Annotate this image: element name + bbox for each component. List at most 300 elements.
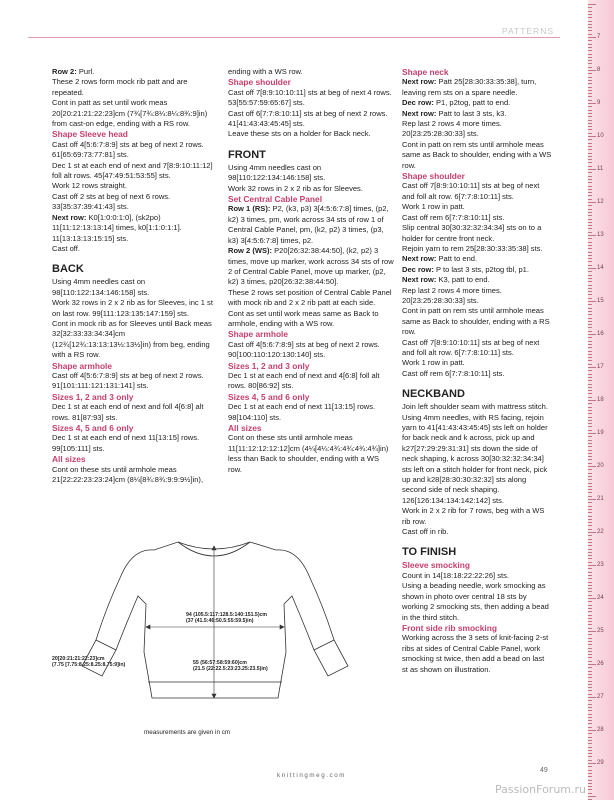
ruler-tick	[588, 166, 592, 167]
subsection-heading: Front side rib smocking	[402, 622, 497, 633]
instruction-paragraph: Cont in patt as set until work meas 20[20:21:21:22:23]cm (7¾[7¾:8¼:8¼:8¾:9]in) from cast-on edge, ending with a RS row.	[52, 98, 208, 129]
instruction-paragraph: Cast off in rib.	[402, 527, 449, 537]
ruler-tick	[588, 770, 592, 771]
row-label: Next row:	[52, 212, 87, 222]
ruler-tick	[588, 601, 592, 602]
ruler-tick	[588, 486, 592, 487]
ruler-tick	[588, 106, 592, 107]
ruler-tick	[588, 687, 592, 688]
row-text: Purl.	[76, 67, 95, 76]
ruler-tick	[588, 195, 592, 196]
ruler-tick	[588, 248, 592, 249]
ruler-tick	[588, 252, 592, 253]
ruler-tick	[588, 103, 596, 104]
ruler-tick	[588, 123, 592, 124]
section-label: PATTERNS	[501, 26, 554, 36]
ruler-tick	[588, 60, 592, 61]
page-number: 49	[540, 767, 548, 774]
ruler-tick	[588, 433, 596, 434]
ruler-tick	[588, 750, 592, 751]
ruler-tick	[588, 539, 592, 540]
length-measurement-label: 55 (56:57:58:59:60)cm (21.5 (22:22.5:23:23.25:23.5)in)	[193, 660, 268, 673]
ruler-tick	[588, 24, 592, 25]
instruction-paragraph: Using 4mm needles cast on 98[110:122:134:146:158] sts.	[228, 162, 326, 183]
instruction-paragraph: These 2 rows set position of Central Cable Panel with mock rib and 2 x 2 rib patt at each side.	[228, 287, 392, 308]
ruler-tick	[588, 542, 592, 543]
ruler-tick	[588, 384, 592, 385]
ruler-tick	[588, 159, 592, 160]
ruler-tick	[588, 595, 592, 596]
ruler-tick	[588, 684, 592, 685]
section-heading: FRONT	[228, 148, 266, 161]
ruler-tick	[588, 562, 592, 563]
ruler-tick	[588, 714, 592, 715]
ruler-tick	[588, 582, 592, 583]
ruler-tick	[588, 522, 592, 523]
subsection-heading: Sizes 1, 2 and 3 only	[52, 391, 134, 402]
row-label: Row 2 (WS):	[228, 246, 273, 256]
ruler-tick	[588, 209, 592, 210]
ruler-tick	[588, 644, 592, 645]
ruler-tick	[588, 156, 592, 157]
chest-measurement-label: 94 (105.5:117:128.5:140:151.5)cm (37 (41.5:46:50.5:55:59.5)in)	[186, 612, 268, 625]
ruler-tick	[588, 651, 592, 652]
ruler-tick	[588, 690, 592, 691]
ruler-tick	[588, 17, 592, 18]
ruler-tick	[588, 298, 592, 299]
ruler-tick	[588, 700, 592, 701]
ruler-tick	[588, 268, 596, 269]
instruction-paragraph: Using 4mm needles, with RS facing, rejoin yarn to 41[41:43:43:45:45] sts left on holder for back neck and k across, pick up and k27[27:29:29:31:31] sts down the side of neck shaping, k across 30[30:32:32:34:34] sts left on a stitch holder for front neck, pick up and k28[28:30:30:32:32] sts along second side of neck shaping. 126[126:134:134:142:142] sts.	[402, 412, 548, 505]
ruler-tick	[588, 611, 592, 612]
row-text: P1, p2tog, patt to end.	[433, 98, 511, 108]
ruler-tick	[588, 466, 596, 467]
ruler-tick	[588, 549, 592, 550]
ruler-tick	[588, 387, 592, 388]
row-text: Patt 25[28:30:33:35:38], turn, leaving rem sts on a spare needle.	[402, 77, 537, 97]
ruler-tick	[588, 591, 592, 592]
instruction-paragraph	[402, 77, 552, 98]
ruler-tick	[588, 37, 596, 38]
ruler-tick	[588, 271, 592, 272]
ruler-tick	[588, 410, 592, 411]
ruler-tick	[588, 90, 592, 91]
ruler-tick	[588, 186, 592, 187]
row-text: P to last 3 sts, p2tog tbl, p1.	[433, 264, 529, 274]
ruler-tick	[588, 136, 596, 137]
ruler-tick	[588, 143, 592, 144]
ruler-tick	[588, 578, 592, 579]
ruler-tick	[588, 694, 592, 695]
ruler-tick	[588, 228, 592, 229]
instruction-paragraph: Rejoin yarn to rem 25[28:30:33:35:38] sts.	[402, 243, 543, 253]
ruler-tick	[588, 291, 592, 292]
ruler-tick	[588, 294, 592, 295]
ruler-tick	[588, 57, 592, 58]
schematic-diagram	[52, 520, 366, 745]
ruler-tick	[588, 766, 592, 767]
ruler-tick	[588, 443, 592, 444]
left-cuff-line	[96, 640, 116, 650]
ruler-tick	[588, 776, 592, 777]
ruler-tick	[588, 565, 596, 566]
ruler-tick	[588, 681, 592, 682]
ruler-tick	[588, 641, 592, 642]
instruction-paragraph: Cast off 4[5:6:7:8:9] sts at beg of next 2 rows. 91[101:111:121:131:141] sts.	[52, 370, 204, 391]
instruction-paragraph: Work 1 row in patt.	[402, 358, 465, 368]
row-text: P20[26:32:38:44:50], (k2, p2) 3 times, move up marker, work across 34 sts of row 2 of Central Cable Panel, move up marker, (p2, k2) 3 times, p20[26:32:38:44:50].	[228, 246, 394, 287]
ruler-tick	[588, 525, 592, 526]
instruction-paragraph: Cont as set until work meas same as Back to armhole, ending with a WS row.	[228, 308, 379, 328]
row-label: Next row:	[402, 77, 437, 87]
ruler-tick	[588, 232, 592, 233]
ruler-tick	[588, 318, 592, 319]
ruler-tick	[588, 133, 592, 134]
ruler-tick	[588, 370, 592, 371]
ruler-tick	[588, 407, 592, 408]
ruler-tick	[588, 110, 592, 111]
ruler-number: 7	[597, 34, 601, 40]
ruler-tick	[588, 50, 592, 51]
ruler-tick	[588, 753, 592, 754]
ruler-number: 24	[597, 595, 604, 601]
ruler-tick	[588, 222, 592, 223]
instruction-paragraph: Working across the 3 sets of knit-facing 2-st ribs at sides of Central Cable Panel, work smocking st twice, then add a bead on last st as shown on illustration.	[402, 633, 549, 674]
ruler-tick	[588, 120, 592, 121]
row-text: Patt to last 3 sts, k3.	[436, 108, 507, 118]
instruction-paragraph: Cast off 2 sts at beg of next 6 rows. 33[35:37:39:41:43] sts.	[52, 191, 171, 212]
row-label: Dec row:	[402, 264, 434, 274]
footer-site: knittingmeg.com	[277, 772, 347, 779]
ruler-tick	[588, 113, 592, 114]
ruler-tick	[588, 727, 592, 728]
ruler-tick	[588, 628, 592, 629]
subsection-heading: Shape shoulder	[402, 171, 465, 182]
ruler-tick	[588, 235, 596, 236]
instruction-paragraph	[402, 254, 552, 264]
section-heading: NECKBAND	[402, 388, 465, 401]
ruler-tick	[588, 219, 592, 220]
ruler-tick	[588, 100, 592, 101]
ruler-tick	[588, 301, 596, 302]
instruction-paragraph	[228, 246, 394, 288]
instruction-paragraph: Dec 1 st at each end of next and 7[8:9:10:11:12] foll alt rows. 45[47:49:51:53:55] sts.	[52, 160, 213, 181]
row-label: Next row:	[402, 254, 437, 264]
row-label: Row 1 (RS):	[228, 204, 271, 214]
instruction-paragraph	[52, 67, 219, 77]
ruler-tick	[588, 737, 592, 738]
instruction-paragraph: Cont in patt on rem sts until armhole meas same as Back to shoulder, ending with a WS row.	[402, 139, 552, 170]
subsection-heading: Set Central Cable Panel	[228, 194, 323, 205]
instruction-paragraph: Dec 1 st at each end of next 11[13:15] rows. 99[105:111] sts.	[52, 433, 200, 453]
ruler-tick	[588, 740, 592, 741]
ruler-tick	[588, 648, 592, 649]
ruler-tick	[588, 87, 592, 88]
ruler-tick	[588, 552, 592, 553]
ruler-number: 18	[597, 397, 604, 403]
instruction-paragraph: Work in 2 x 2 rib for 7 rows, beg with a WS rib row.	[402, 506, 545, 526]
ruler-tick	[588, 275, 592, 276]
ruler-tick	[588, 707, 592, 708]
ruler-tick	[588, 341, 592, 342]
ruler-tick	[588, 519, 592, 520]
ruler-tick	[588, 360, 592, 361]
ruler-number: 20	[597, 463, 604, 469]
ruler-tick	[588, 258, 592, 259]
instruction-paragraph: Cast off 7[8:9:10:10:11] sts at beg of next and foll alt row. 6[7:7:8:10:11] sts.	[402, 181, 540, 201]
ruler-tick	[588, 47, 592, 48]
ruler-tick	[588, 631, 596, 632]
row-text: K3, patt to end.	[436, 275, 490, 285]
ruler-tick	[588, 440, 592, 441]
ruler-tick	[588, 747, 592, 748]
ruler-number: 28	[597, 727, 604, 733]
ruler-tick	[588, 545, 592, 546]
column-2	[228, 67, 394, 475]
ruler-tick	[588, 615, 592, 616]
row-text: K0[1:0:0:1:0], (sk2po) 11[11:12:13:13:14] times, k0[1:1:0:1:1]. 11[13:13:13:15:15] sts.	[52, 212, 182, 243]
instruction-paragraph: Cast off 4[5:6:7:8:9] sts at beg of next 2 rows. 90[100:110:120:130:140] sts.	[228, 339, 380, 360]
ruler-tick	[588, 717, 592, 718]
sleeve-measurement-label: 20[20:21:21:22:23]cm (7.75 [7.75:8.25:8.25:8.75:9]in)	[52, 656, 126, 669]
row-label: Next row:	[402, 275, 437, 285]
section-heading: TO FINISH	[402, 546, 457, 559]
page-edge-ruler	[588, 0, 614, 800]
ruler-tick	[588, 192, 592, 193]
ruler-tick	[588, 27, 592, 28]
instruction-paragraph: Leave these sts on a holder for Back neck.	[228, 129, 371, 139]
column-3	[402, 67, 552, 675]
ruler-tick	[588, 205, 592, 206]
subsection-heading: All sizes	[52, 454, 86, 465]
ruler-tick	[588, 430, 592, 431]
ruler-tick	[588, 169, 596, 170]
ruler-tick	[588, 80, 592, 81]
ruler-tick	[588, 403, 592, 404]
right-cuff-line	[314, 640, 334, 650]
ruler-tick	[588, 479, 592, 480]
ruler-tick	[588, 304, 592, 305]
ruler-tick	[588, 83, 592, 84]
subsection-heading: Sizes 4, 5 and 6 only	[52, 423, 134, 433]
ruler-tick	[588, 423, 592, 424]
ruler-tick	[588, 93, 592, 94]
instruction-paragraph: ending with a WS row.	[228, 67, 303, 76]
ruler-tick	[588, 671, 592, 672]
ruler-tick	[588, 67, 592, 68]
ruler-tick	[588, 532, 596, 533]
subsection-heading: Sleeve smocking	[402, 560, 470, 571]
ruler-tick	[588, 400, 596, 401]
ruler-tick	[588, 265, 592, 266]
ruler-tick	[588, 568, 592, 569]
ruler-tick	[588, 575, 592, 576]
ruler-tick	[588, 638, 592, 639]
ruler-tick	[588, 334, 596, 335]
instruction-paragraph: Join left shoulder seam with mattress stitch.	[402, 402, 548, 412]
ruler-tick	[588, 172, 592, 173]
ruler-tick	[588, 162, 592, 163]
ruler-tick	[588, 789, 592, 790]
ruler-tick	[588, 506, 592, 507]
ruler-tick	[588, 476, 592, 477]
ruler-tick	[588, 535, 592, 536]
ruler-tick	[588, 314, 592, 315]
ruler-tick	[588, 489, 592, 490]
instruction-paragraph: Work 1 row in patt.	[402, 202, 465, 212]
ruler-tick	[588, 96, 592, 97]
instruction-paragraph: Dec 1 st at each end of next and foll 4[6:8] alt rows. 81[87:93] sts.	[52, 402, 204, 422]
ruler-tick	[588, 780, 592, 781]
ruler-tick	[588, 697, 596, 698]
ruler-tick	[588, 126, 592, 127]
ruler-tick	[588, 129, 592, 130]
ruler-tick	[588, 598, 596, 599]
ruler-tick	[588, 512, 592, 513]
ruler-tick	[588, 793, 592, 794]
ruler-number: 23	[597, 562, 604, 568]
ruler-tick	[588, 285, 592, 286]
ruler-tick	[588, 509, 592, 510]
ruler-tick	[588, 618, 592, 619]
row-label: Row 2:	[52, 67, 77, 76]
ruler-tick	[588, 420, 592, 421]
column-1	[52, 67, 219, 485]
instruction-paragraph: Count in 14[18:18:22:22:26] sts.	[402, 570, 509, 580]
ruler-tick	[588, 730, 596, 731]
ruler-tick	[588, 212, 592, 213]
ruler-tick	[588, 311, 592, 312]
ruler-tick	[588, 710, 592, 711]
ruler-tick	[588, 182, 592, 183]
instruction-paragraph	[402, 275, 552, 285]
ruler-tick	[588, 242, 592, 243]
ruler-tick	[588, 413, 592, 414]
ruler-tick	[588, 278, 592, 279]
ruler-number: 25	[597, 628, 604, 634]
ruler-tick	[588, 11, 592, 12]
ruler-tick	[588, 469, 592, 470]
ruler-number: 11	[597, 166, 604, 172]
ruler-number: 19	[597, 430, 604, 436]
ruler-tick	[588, 572, 592, 573]
ruler-tick	[588, 450, 592, 451]
ruler-tick	[588, 473, 592, 474]
ruler-tick	[588, 760, 592, 761]
ruler-tick	[588, 499, 596, 500]
instruction-paragraph: Work 32 rows in 2 x 2 rib as for Sleeves, inc 1 st on last row. 99[111:123:135:147:159] sts.	[52, 298, 213, 318]
ruler-tick	[588, 634, 592, 635]
ruler-tick	[588, 354, 592, 355]
instruction-paragraph: Cast off rem 6[7:7:8:10:11] sts.	[402, 368, 505, 378]
instruction-paragraph: Cast off.	[52, 243, 80, 253]
instruction-paragraph: Cast off 7[8:9:10:10:11] sts at beg of next and foll alt row. 6[7:7:8:10:11] sts.	[402, 337, 540, 357]
ruler-tick	[588, 14, 592, 15]
ruler-tick	[588, 446, 592, 447]
ruler-tick	[588, 483, 592, 484]
subsection-heading: Shape armhole	[228, 329, 289, 340]
ruler-tick	[588, 763, 596, 764]
ruler-tick	[588, 783, 592, 784]
ruler-tick	[588, 225, 592, 226]
instruction-paragraph: Cast off rem 6[7:7:8:10:11] sts.	[402, 212, 505, 222]
ruler-tick	[588, 30, 592, 31]
ruler-tick	[588, 436, 592, 437]
instruction-paragraph: These 2 rows form mock rib patt and are repeated.	[52, 77, 188, 97]
ruler-tick	[588, 664, 596, 665]
instruction-paragraph: Cast off 6[7:7:8:10:11] sts at beg of next 2 rows. 41[41:43:43:45:45] sts.	[228, 108, 388, 129]
ruler-tick	[588, 63, 592, 64]
ruler-tick	[588, 364, 592, 365]
ruler-tick	[588, 288, 592, 289]
ruler-tick	[588, 153, 592, 154]
ruler-tick	[588, 337, 592, 338]
instruction-paragraph: Work 12 rows straight.	[52, 181, 127, 191]
ruler-tick	[588, 146, 592, 147]
ruler-tick	[588, 374, 592, 375]
ruler-tick	[588, 654, 592, 655]
ruler-tick	[588, 605, 592, 606]
ruler-tick	[588, 453, 592, 454]
ruler-number: 22	[597, 529, 604, 535]
ruler-number: 17	[597, 364, 604, 370]
ruler-number: 13	[597, 232, 604, 238]
ruler-tick	[588, 496, 592, 497]
ruler-tick	[588, 677, 592, 678]
measurement-caption: measurements are given in cm	[144, 729, 231, 736]
ruler-tick	[588, 202, 596, 203]
ruler-tick	[588, 426, 592, 427]
subsection-heading: Shape neck	[402, 67, 449, 77]
ruler-number: 16	[597, 331, 604, 337]
subsection-heading: Shape Sleeve head	[52, 129, 128, 140]
instruction-paragraph: Using 4mm needles cast on 98[110:122:134:146:158] sts.	[52, 277, 150, 297]
ruler-tick	[588, 756, 592, 757]
row-text: P2, (k3, p3) 3[4:5:6:7:8] times, (p2, k2) 3 times, pm, work across 34 sts of row 1 of Central Cable Panel, pm, (k2, p2) 3 times, (p3, k3) 3[4:5:6:7:8] times, p2.	[228, 204, 389, 245]
ruler-tick	[588, 40, 592, 41]
ruler-tick	[588, 331, 592, 332]
ruler-number: 8	[597, 67, 601, 73]
instruction-paragraph	[402, 98, 552, 108]
subsection-heading: Shape shoulder	[228, 77, 291, 88]
ruler-tick	[588, 621, 592, 622]
ruler-tick	[588, 417, 592, 418]
ruler-number: 15	[597, 298, 604, 304]
subsection-heading: All sizes	[228, 423, 262, 433]
ruler-tick	[588, 321, 592, 322]
ruler-tick	[588, 667, 592, 668]
ruler-tick	[588, 704, 592, 705]
ruler-tick	[588, 502, 592, 503]
subsection-heading: Sizes 1, 2 and 3 only	[228, 360, 310, 371]
ruler-tick	[588, 215, 592, 216]
ruler-number: 12	[597, 199, 604, 205]
header-rule	[28, 37, 560, 38]
watermark: PassionForum.ru	[495, 783, 586, 796]
row-label: Dec row:	[402, 98, 434, 108]
ruler-tick	[588, 179, 592, 180]
row-label: Next row:	[402, 108, 437, 118]
ruler-tick	[588, 516, 592, 517]
instruction-paragraph: Cont on these sts until armhole meas 21[22:22:23:23:24]cm (8¼[8¾:8¾:9:9:9½]in),	[52, 464, 204, 485]
ruler-tick	[588, 281, 592, 282]
ruler-tick	[588, 245, 592, 246]
ruler-tick	[588, 463, 592, 464]
ruler-tick	[588, 397, 592, 398]
ruler-number: 27	[597, 694, 604, 700]
ruler-tick	[588, 255, 592, 256]
ruler-tick	[588, 657, 592, 658]
